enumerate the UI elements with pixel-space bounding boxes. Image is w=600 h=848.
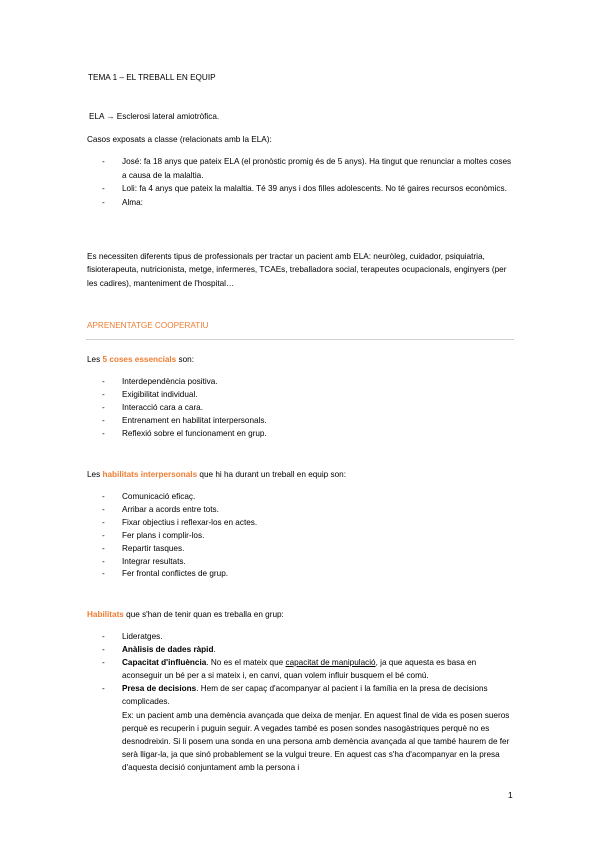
page-title: TEMA 1 – EL TREBALL EN EQUIP: [88, 73, 216, 82]
example-paragraph: Ex: un pacient amb una demència avançada que deixa de menjar. En aquest final de vida es posen sueros perquè es recuperin i puguin seguir. A vegades també es posen sondes nasogàstriques perquè no es desnodreixin. Si li posem una sonda en una persona amb demència avançada al que també haurem de fer serà lligar-la, ja que sinó probablement se la vulgui treure. En aquest cas s'ha d'acompanyar en la presa d'aquesta decisió conjuntament amb la persona i: [122, 711, 510, 773]
skills-highlight: Habilitats: [87, 610, 124, 619]
cases-list: [102, 155, 512, 209]
list-item: - Interdependència positiva.: [102, 376, 512, 389]
professionals-paragraph: Es necessiten diferents tipus de professionals per tractar un pacient amb ELA: neuròleg, cuidador, psiquiatria, fisioterapeuta, nutricionista, metge, infermeres, TCAEs, treballadora social, terapeutes ocupacionals, enginyers (per les cadires), manteniment de l'hospital…: [87, 252, 507, 288]
list-item: - Interacció cara a cara.: [102, 402, 512, 415]
section-heading: APRENENTATGE COOPERATIU: [87, 321, 209, 330]
list-item: - Comunicació eficaç.: [102, 491, 512, 504]
list-item: - Presa de decisions. Hem de ser capaç d'acompanyar al pacient i la família en la presa de decisions complicades. Ex: un pacient amb una demència avançada que deixa de menjar. En aquest final de vida es posen sueros perquè es recuperin i puguin seguir. A vegades també es posen sondes nasogàstriques perquè no es desnodreixin. Si li posem una sonda en una persona amb demència avançada al que també haurem de fer serà lligar-la, ja que sinó probablement se la vulgui treure. En aquest cas s'ha d'acompanyar en la presa d'aquesta decisió conjuntament amb la persona i: [102, 683, 514, 775]
list-item: - Lideratges.: [102, 631, 514, 644]
list-item: - Fer frontal conflictes de grup.: [102, 568, 512, 581]
arrow-icon: →: [106, 112, 115, 121]
list-item: - Integrar resultats.: [102, 556, 512, 569]
interpersonal-highlight: habilitats interpersonals: [102, 470, 198, 479]
list-item: - José: fa 18 anys que pateix ELA (el pronòstic promig és de 5 anys). Ha tingut que renunciar a moltes coses a causa de la malaltia.: [102, 155, 512, 182]
list-item: - Repartir tasques.: [102, 543, 512, 556]
ela-definition: ELA → Esclerosi lateral amiotròfica.: [89, 112, 220, 121]
skills-list: [102, 631, 514, 775]
skills-intro: Habilitats que s'han de tenir quan es treballa en grup:: [87, 610, 284, 619]
cases-intro: Casos exposats a classe (relacionats amb la ELA):: [87, 135, 272, 144]
list-item: - Arribar a acords entre tots.: [102, 504, 512, 517]
essentials-list: [102, 376, 512, 441]
page-number: 1: [508, 790, 513, 800]
essentials-highlight: 5 coses essencials: [102, 355, 177, 364]
list-item: - Alma:: [102, 196, 512, 210]
interpersonal-intro: Les habilitats interpersonals que hi ha durant un treball en equip son:: [87, 470, 346, 479]
list-item: - Entrenament en habilitat interpersonals.: [102, 415, 512, 428]
section-divider: [86, 339, 514, 340]
list-item: - Reflexió sobre el funcionament en grup.: [102, 428, 512, 441]
list-item: - Capacitat d'influència. No es el mateix que capacitat de manipulació, ja que aquesta es basa en aconseguir un bé per a si mateix i, en canvi, quan volem influir busquem el bé comú.: [102, 657, 514, 683]
essentials-intro: Les 5 coses essencials son:: [87, 355, 194, 364]
list-item: - Fer plans i complir-los.: [102, 530, 512, 543]
list-item: - Loli: fa 4 anys que pateix la malaltia. Té 39 anys i dos filles adolescents. No té gaires recursos econòmics.: [102, 182, 512, 196]
interpersonal-list: [102, 491, 512, 581]
list-item: - Fixar objectius i reflexar-los en actes.: [102, 517, 512, 530]
list-item: - Anàlisis de dades ràpid.: [102, 644, 514, 657]
list-item: - Exigibilitat individual.: [102, 389, 512, 402]
